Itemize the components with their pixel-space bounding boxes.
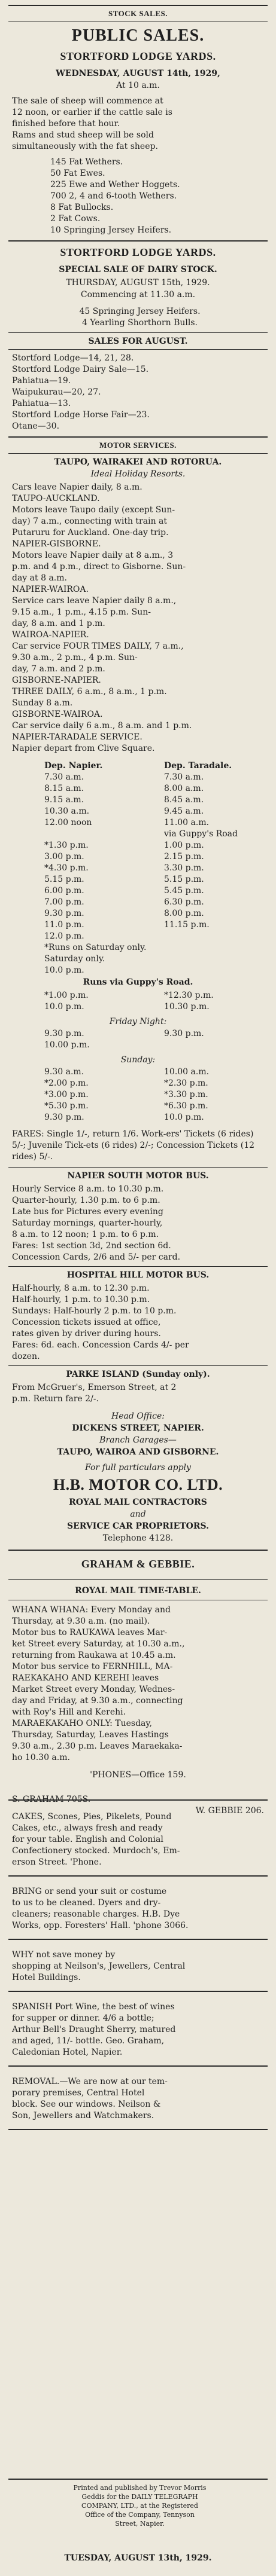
- napier-time: 9.15 a.m.: [44, 795, 84, 805]
- august-sale-line: Pahiatua—19.: [12, 376, 71, 386]
- timetable-row: [8, 954, 268, 965]
- stock-item: 2 Fat Cows.: [50, 214, 101, 224]
- taradale-time: 11.00 a.m.: [164, 818, 210, 827]
- napier-south-line: Quarter-hourly, 1.30 p.m. to 6 p.m.: [12, 1196, 160, 1205]
- branch-label: Branch Garages—: [99, 1435, 177, 1445]
- classified-line: erson Street. 'Phone.: [12, 1857, 102, 1867]
- taradale-time: 1.00 p.m.: [164, 841, 204, 850]
- timetable-row: [8, 874, 268, 885]
- napier-time: 11.0 p.m.: [44, 920, 84, 930]
- classified-line: Son, Jewellers and Watchmakers.: [12, 2111, 154, 2120]
- imprint: [8, 2483, 268, 2528]
- taradale-time: 6.30 p.m.: [164, 897, 204, 907]
- napier-south-line: Late bus for Pictures every evening: [12, 1207, 163, 1217]
- hospital-hill-lines: [8, 1283, 268, 1362]
- dairy-date: THURSDAY, AUGUST 15th, 1929.: [66, 278, 210, 288]
- particulars-line: For full particulars apply: [85, 1463, 191, 1472]
- august-sales-list: [8, 353, 268, 432]
- napier-time: 10.0 p.m.: [44, 1002, 84, 1012]
- timetable-header: [8, 760, 268, 772]
- classified-line: porary premises, Central Hotel: [12, 2088, 145, 2098]
- classified-line: SPANISH Port Wine, the best of wines: [12, 2002, 175, 2012]
- napier-south-line: 8 a.m. to 12 noon; 1 p.m. to 6 p.m.: [12, 1230, 159, 1239]
- napier-south-line: Hourly Service 8 a.m. to 10.30 p.m.: [12, 1184, 164, 1194]
- timetable-row: [8, 908, 268, 919]
- divider: [8, 453, 268, 454]
- napier-time: *2.00 p.m.: [44, 1078, 89, 1088]
- timetable-row: [8, 840, 268, 851]
- august-sale-line: Stortford Lodge—14, 21, 28.: [12, 353, 134, 363]
- stock-item: 8 Fat Bullocks.: [50, 203, 114, 212]
- taradale-time: *3.30 p.m.: [164, 1090, 208, 1099]
- imprint-line: COMPANY, LTD., at the Registered: [81, 2502, 198, 2510]
- route-line: Car service FOUR TIMES DAILY, 7 a.m.,: [12, 641, 184, 651]
- fares-text: FARES: Single 1/-, return 1/6. Work-ers' Tickets (6 rides) 5/-; Juvenile Tick-ets (6 rides) 2/-; Concession Tickets (12 rides) 5/-.: [12, 1129, 255, 1162]
- route-line: Napier depart from Clive Square.: [12, 744, 155, 753]
- friday-times: [8, 1028, 268, 1051]
- august-sale-line: Stortford Lodge Horse Fair—23.: [12, 410, 150, 420]
- graham-line: day and Friday, at 9.30 a.m., connecting: [12, 1696, 183, 1706]
- graham-gebbie-title: GRAHAM & GEBBIE.: [81, 1558, 195, 1570]
- dairy-items-list: [8, 306, 268, 329]
- divider: [8, 1365, 268, 1366]
- route-line: THREE DAILY, 6 a.m., 8 a.m., 1 p.m.: [12, 687, 167, 696]
- taradale-time: 5.45 p.m.: [164, 886, 204, 896]
- taradale-time: 7.30 a.m.: [164, 772, 204, 782]
- graham-line: Thursday, Saturday, Leaves Hastings: [12, 1730, 169, 1740]
- divider: [8, 1550, 268, 1551]
- timetable-row: [8, 931, 268, 942]
- classified-line: to us to be cleaned. Dyers and dry-: [12, 1898, 161, 1908]
- graham-line: MARAEKAKAHO ONLY: Tuesday,: [12, 1719, 152, 1728]
- taradale-time: 10.30 p.m.: [164, 1002, 210, 1012]
- classified-line: for your table. English and Colonial: [12, 1835, 163, 1844]
- motor-services-header: MOTOR SERVICES.: [99, 441, 177, 450]
- sunday-title: Sunday:: [120, 1055, 156, 1065]
- timetable-row: [8, 965, 268, 976]
- dairy-brand: STORTFORD LODGE YARDS.: [60, 246, 216, 258]
- napier-time: 3.00 p.m.: [44, 852, 84, 861]
- timetable-row: [8, 829, 268, 840]
- napier-time: *Runs on Saturday only.: [44, 943, 147, 952]
- classified-ad: [8, 1996, 268, 2067]
- route-line: WAIROA-NAPIER.: [12, 630, 89, 640]
- hospital-line: Half-hourly, 8 a.m. to 12.30 p.m.: [12, 1284, 150, 1293]
- note-line: Rams and stud sheep will be sold: [12, 130, 154, 140]
- classified-line: block. See our windows. Neilson &: [12, 2100, 161, 2109]
- napier-south-line: Concession Cards, 2/6 and 5/- per card.: [12, 1252, 181, 1262]
- classified-line: Caledonian Hotel, Napier.: [12, 2048, 123, 2057]
- sale-notes: [8, 96, 268, 152]
- napier-time: *5.30 p.m.: [44, 1101, 89, 1111]
- hospital-line: rates given by driver during hours.: [12, 1329, 161, 1339]
- napier-south-line: Fares: 1st section 3d, 2nd section 6d.: [12, 1241, 171, 1251]
- classified-line: cleaners; reasonable charges. H.B. Dye: [12, 1909, 180, 1919]
- imprint-line: Street, Napier.: [115, 2520, 165, 2528]
- napier-time: *4.30 p.m.: [44, 863, 89, 873]
- graham-line: RAEKAKAHO AND KEREHI leaves: [12, 1673, 159, 1683]
- napier-south-lines: [8, 1184, 268, 1263]
- napier-time: 12.0 p.m.: [44, 931, 84, 941]
- taradale-time: 3.30 p.m.: [164, 863, 204, 873]
- imprint-line: Printed and published by Trevor Morris: [73, 2484, 207, 2492]
- taradale-time: 11.15 p.m.: [164, 920, 210, 930]
- graham-line: with Roy's Hill and Kerehi.: [12, 1707, 126, 1717]
- classified-ad: [8, 1944, 268, 1992]
- header-napier: Dep. Napier.: [44, 761, 103, 771]
- timetable-row: [8, 1101, 268, 1112]
- classified-line: Confectionery stocked. Murdoch's, Em-: [12, 1846, 180, 1856]
- stock-sales-header: STOCK SALES.: [108, 9, 168, 18]
- stock-item: 50 Fat Ewes.: [50, 169, 105, 178]
- royal-mail-contractors: ROYAL MAIL CONTRACTORS: [69, 1498, 207, 1507]
- august-sale-line: Otane—30.: [12, 421, 60, 431]
- napier-time: 9.30 p.m.: [44, 909, 84, 918]
- napier-time: 8.15 a.m.: [44, 784, 84, 793]
- note-line: The sale of sheep will commence at: [12, 96, 163, 106]
- august-sale-line: Pahiatua—13.: [12, 399, 71, 408]
- napier-time: *1.00 p.m.: [44, 991, 89, 1000]
- header-taradale: Dep. Taradale.: [164, 761, 232, 771]
- timetable-row: [8, 863, 268, 874]
- classified-line: WHY not save money by: [12, 1950, 116, 1960]
- royal-mail-timetable: ROYAL MAIL TIME-TABLE.: [75, 1586, 201, 1596]
- dairy-time: Commencing at 11.30 a.m.: [80, 290, 196, 300]
- timetable-row: [8, 942, 268, 954]
- divider: [8, 240, 268, 242]
- taradale-time: 10.0 p.m.: [164, 1113, 204, 1122]
- divider: [8, 332, 268, 333]
- sale-time: At 10 a.m.: [116, 81, 160, 90]
- hospital-line: Sundays: Half-hourly 2 p.m. to 10 p.m.: [12, 1306, 177, 1316]
- napier-time: 9.30 p.m.: [44, 1029, 84, 1038]
- taradale-time: 8.45 a.m.: [164, 795, 204, 805]
- classified-line: BRING or send your suit or costume: [12, 1887, 167, 1896]
- napier-time: 5.15 p.m.: [44, 875, 84, 884]
- napier-time: 10.30 a.m.: [44, 806, 90, 816]
- hospital-line: Fares: 6d. each. Concession Cards 4/- per: [12, 1340, 189, 1350]
- graham-line: ket Street every Saturday, at 10.30 a.m.,: [12, 1639, 185, 1649]
- graham-line: Market Street every Monday, Wednes-: [12, 1685, 175, 1694]
- route-line: day, 7 a.m. and 2 p.m.: [12, 664, 105, 674]
- route-line: Motors leave Taupo daily (except Sun-: [12, 505, 175, 515]
- route-line: Sunday 8 a.m.: [12, 698, 73, 708]
- graham-route-lines: [8, 1605, 268, 1764]
- napier-time: *1.30 p.m.: [44, 841, 89, 850]
- dairy-item: 45 Springing Jersey Heifers.: [79, 307, 201, 316]
- timetable-row: [8, 897, 268, 908]
- dairy-item: 4 Yearling Shorthorn Bulls.: [82, 318, 198, 328]
- timetable-row: [8, 1040, 268, 1051]
- partner-graham: S. GRAHAM 705S.: [12, 1795, 91, 1804]
- imprint-date: TUESDAY, AUGUST 13th, 1929.: [64, 2553, 212, 2563]
- parke-line: p.m. Return fare 2/-.: [12, 1394, 99, 1404]
- classified-ads: [8, 1805, 268, 2134]
- route-line: GISBORNE-NAPIER.: [12, 676, 101, 685]
- taradale-time: 9.30 p.m.: [164, 1029, 204, 1038]
- head-office-address: DICKENS STREET, NAPIER.: [72, 1423, 204, 1433]
- sunday-times: [8, 1067, 268, 1123]
- napier-time: Saturday only.: [44, 954, 105, 964]
- napier-time: 6.00 p.m.: [44, 886, 84, 896]
- telephone: Telephone 4128.: [102, 1533, 174, 1543]
- taradale-time: 10.00 a.m.: [164, 1067, 210, 1077]
- august-sale-line: Stortford Lodge Dairy Sale—15.: [12, 365, 149, 374]
- route-line: day, 8 a.m. and 1 p.m.: [12, 619, 105, 628]
- note-line: 12 noon, or earlier if the cattle sale is: [12, 108, 172, 117]
- taradale-timetable: [8, 760, 268, 976]
- route-line: day) 7 a.m., connecting with train at: [12, 517, 168, 526]
- taradale-time: 9.45 a.m.: [164, 806, 204, 816]
- taradale-time: via Guppy's Road: [164, 829, 238, 839]
- imprint-line: Office of the Company, Tennyson: [85, 2511, 195, 2519]
- timetable-row: [8, 806, 268, 817]
- hb-motor-company: H.B. MOTOR CO. LTD.: [53, 1476, 223, 1493]
- note-line: simultaneously with the fat sheep.: [12, 142, 158, 151]
- route-line: p.m. and 4 p.m., direct to Gisborne. Sun-: [12, 562, 186, 572]
- graham-line: Thursday, at 9.30 a.m. (no mail).: [12, 1617, 150, 1626]
- taradale-time: *2.30 p.m.: [164, 1078, 208, 1088]
- august-sales-title: SALES FOR AUGUST.: [88, 337, 188, 346]
- taradale-time: 8.00 a.m.: [164, 784, 204, 793]
- classified-line: and aged, 11/- bottle. Geo. Graham,: [12, 2036, 165, 2046]
- classified-line: CAKES, Scones, Pies, Pikelets, Pound: [12, 1812, 172, 1822]
- divider: [8, 1167, 268, 1168]
- timetable-row: [8, 772, 268, 783]
- napier-time: 9.30 p.m.: [44, 1113, 84, 1122]
- imprint-line: Geddis for the DAILY TELEGRAPH: [81, 2493, 198, 2501]
- taradale-time: 2.15 p.m.: [164, 852, 204, 861]
- taradale-time: *12.30 p.m.: [164, 991, 214, 1000]
- graham-line: Motor bus service to FERNHILL, MA-: [12, 1662, 173, 1672]
- parke-island-lines: [8, 1382, 268, 1405]
- classified-line: Works, opp. Foresters' Hall. 'phone 3066.: [12, 1921, 189, 1930]
- divider: [8, 1266, 268, 1267]
- timetable-row: [8, 795, 268, 806]
- route-line: GISBORNE-WAIROA.: [12, 710, 103, 719]
- partner-gebbie: W. GEBBIE 206.: [195, 1806, 264, 1816]
- graham-line: 9.30 a.m., 2.30 p.m. Leaves Maraekaka-: [12, 1741, 183, 1751]
- route-line: Putaruru for Auckland. One-day trip.: [12, 528, 169, 537]
- timetable-row: [8, 1112, 268, 1123]
- timetable-row: [8, 1028, 268, 1040]
- route-line: TAUPO-AUCKLAND.: [12, 494, 100, 503]
- timetable-row: [8, 1078, 268, 1089]
- graham-line: ho 10.30 a.m.: [12, 1753, 70, 1762]
- classified-ad: [8, 2070, 268, 2130]
- note-line: finished before that hour.: [12, 119, 120, 129]
- stock-item: 700 2, 4 and 6-tooth Wethers.: [50, 191, 177, 201]
- taradale-time: 5.15 p.m.: [164, 875, 204, 884]
- napier-south-line: Saturday mornings, quarter-hourly,: [12, 1218, 163, 1228]
- taupo-subtitle: Ideal Holiday Resorts.: [90, 469, 186, 479]
- route-line: 9.30 a.m., 2 p.m., 4 p.m. Sun-: [12, 653, 138, 662]
- graham-line: WHANA WHANA: Every Monday and: [12, 1605, 171, 1615]
- napier-time: 12.00 noon: [44, 818, 92, 827]
- head-office-label: Head Office:: [111, 1411, 165, 1421]
- timetable-row: [8, 851, 268, 863]
- route-line: 9.15 a.m., 1 p.m., 4.15 p.m. Sun-: [12, 607, 151, 617]
- graham-line: returning from Raukawa at 10.45 a.m.: [12, 1651, 176, 1660]
- sale-date: WEDNESDAY, AUGUST 14th, 1929,: [56, 69, 220, 78]
- napier-time: 10.0 p.m.: [44, 965, 84, 975]
- timetable-row: [8, 783, 268, 795]
- hospital-line: dozen.: [12, 1352, 40, 1361]
- motor-routes: [8, 482, 268, 754]
- route-line: Motors leave Napier daily at 8 a.m., 3: [12, 551, 174, 560]
- divider: [8, 349, 268, 350]
- classified-ad: [8, 1880, 268, 1940]
- taupo-title: TAUPO, WAIRAKEI AND ROTORUA.: [54, 457, 222, 467]
- timetable-row: [8, 817, 268, 829]
- timetable-row: [8, 1089, 268, 1101]
- parke-line: From McGruer's, Emerson Street, at 2: [12, 1383, 177, 1392]
- classified-line: Hotel Buildings.: [12, 1973, 81, 1982]
- timetable-row: [8, 885, 268, 897]
- classified-line: REMOVAL.—We are now at our tem-: [12, 2077, 168, 2086]
- stock-item: 145 Fat Wethers.: [50, 157, 123, 167]
- timetable-row: [8, 1067, 268, 1078]
- stock-item: 10 Springing Jersey Heifers.: [50, 225, 172, 235]
- dairy-title: SPECIAL SALE OF DAIRY STOCK.: [59, 265, 217, 274]
- classified-line: for supper or dinner. 4/6 a bottle;: [12, 2013, 154, 2023]
- divider: [8, 1799, 268, 1801]
- divider: [8, 1579, 268, 1580]
- divider: [8, 436, 268, 438]
- route-line: Service cars leave Napier daily 8 a.m.,: [12, 596, 177, 606]
- service-car-proprietors: SERVICE CAR PROPRIETORS.: [66, 1521, 209, 1531]
- saturday-times: [8, 990, 268, 1013]
- route-line: Cars leave Napier daily, 8 a.m.: [12, 482, 142, 492]
- stock-item: 225 Ewe and Wether Hoggets.: [50, 180, 180, 190]
- and-word: and: [130, 1509, 146, 1519]
- route-line: Car service daily 6 a.m., 8 a.m. and 1 p.m.: [12, 721, 192, 731]
- taradale-time: *6.30 p.m.: [164, 1101, 208, 1111]
- divider: [8, 2479, 268, 2480]
- napier-time: 7.30 a.m.: [44, 772, 84, 782]
- classified-line: Arthur Bell's Draught Sherry, matured: [12, 2025, 176, 2034]
- route-line: NAPIER-TARADALE SERVICE.: [12, 732, 142, 742]
- classified-line: Cakes, etc., always fresh and ready: [12, 1823, 163, 1833]
- graham-line: Motor bus to RAUKAWA leaves Mar-: [12, 1628, 168, 1637]
- saturday-note: Runs via Guppy's Road.: [83, 977, 193, 987]
- napier-time: 7.00 p.m.: [44, 897, 84, 907]
- august-sale-line: Waipukurau—20, 27.: [12, 387, 101, 397]
- timetable-row: [8, 990, 268, 1001]
- stortford-brand: STORTFORD LODGE YARDS.: [60, 50, 216, 62]
- napier-time: 10.00 p.m.: [44, 1040, 90, 1050]
- route-line: day at 8 a.m.: [12, 573, 67, 583]
- napier-time: *3.00 p.m.: [44, 1090, 89, 1099]
- hospital-line: Half-hourly, 1 p.m. to 10.30 p.m.: [12, 1295, 150, 1304]
- phones-line: 'PHONES—Office 159.: [90, 1770, 186, 1780]
- top-rule: [8, 5, 268, 6]
- napier-south-title: NAPIER SOUTH MOTOR BUS.: [67, 1171, 209, 1181]
- public-sales-title: PUBLIC SALES.: [71, 26, 205, 45]
- timetable-row: [8, 1001, 268, 1013]
- branch-list: TAUPO, WAIROA AND GISBORNE.: [57, 1447, 219, 1457]
- classified-line: shopping at Neilson's, Jewellers, Central: [12, 1961, 186, 1971]
- route-line: NAPIER-GISBORNE.: [12, 539, 101, 549]
- timetable-row: [8, 919, 268, 931]
- route-line: NAPIER-WAIROA.: [12, 585, 89, 594]
- stock-items-list: [8, 157, 268, 236]
- hospital-line: Concession tickets issued at office,: [12, 1318, 161, 1327]
- classified-ad: [8, 1805, 268, 1877]
- hospital-hill-title: HOSPITAL HILL MOTOR BUS.: [66, 1270, 210, 1280]
- parke-island-title: PARKE ISLAND (Sunday only).: [66, 1370, 210, 1379]
- taradale-time: 8.00 p.m.: [164, 909, 204, 918]
- napier-time: 9.30 a.m.: [44, 1067, 84, 1077]
- friday-title: Friday Night:: [109, 1017, 167, 1026]
